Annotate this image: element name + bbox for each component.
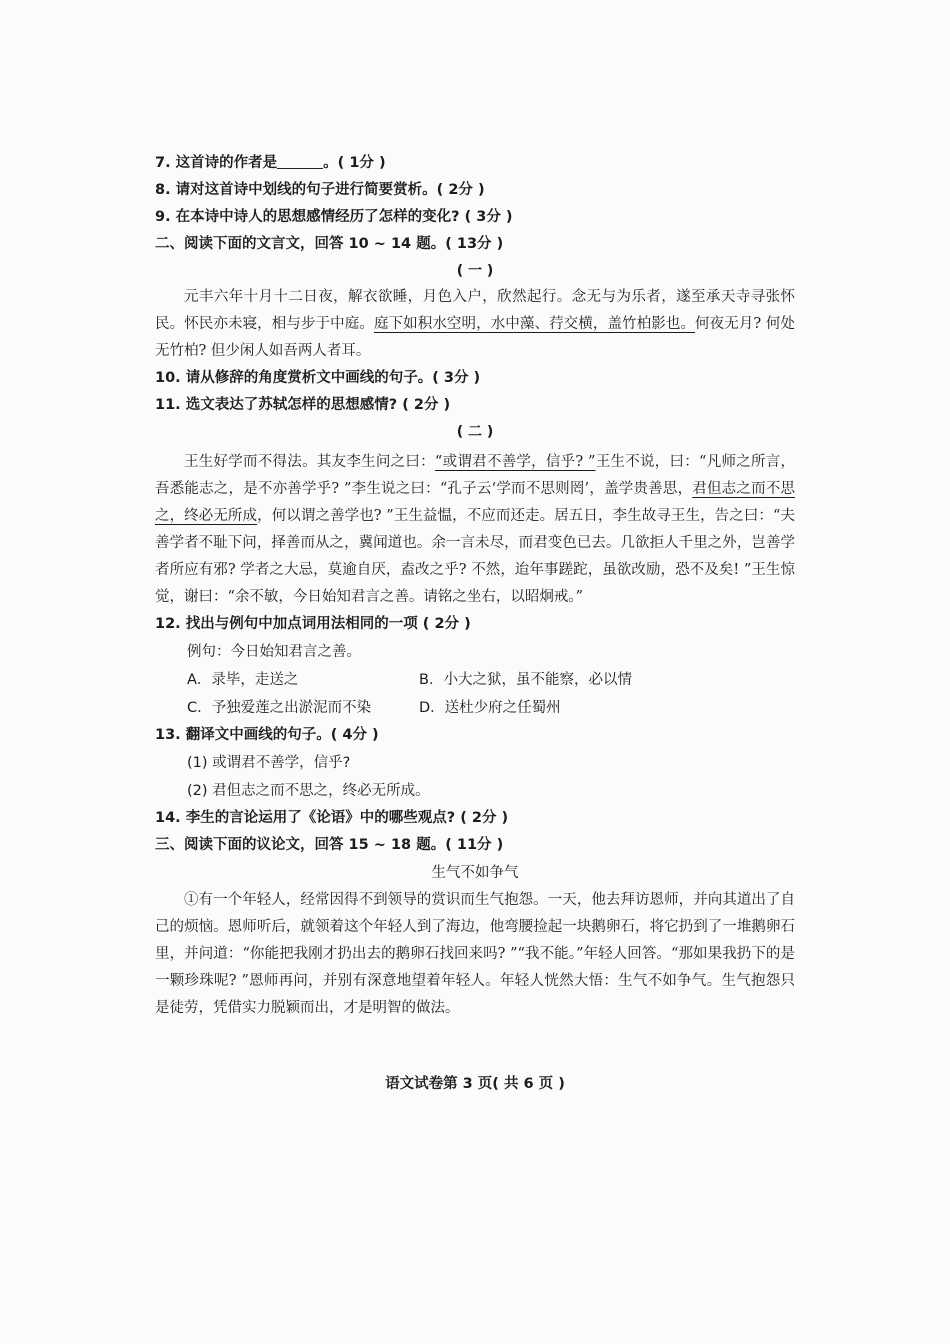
passage-2-heading: ( 二 ) bbox=[456, 424, 494, 440]
essay-paragraph-1: ①有一个年轻人，经常因得不到领导的赏识而生气抱怨。一天，他去拜访恩师，并向其道出了自己的烦恼。恩师听后，就领着这个年轻人到了海边，他弯腰捡起一块鹅卵石，将它扔到了一堆鹅卵石里，并问道：“你能把我刚才扔出去的鹅卵石找回来吗? ”“我不能。”年轻人回答。“那如果我扔下的是一颗珍珠呢? ”恩师再问，并别有深意地望着年轻人。年轻人恍然大悟：生气不如争气。生气抱怨只是徒劳，凭借实力脱颖而出，才是明智的做法。 bbox=[155, 892, 795, 1016]
underlined-sentence-2: 君但志之而不思之，终必无所成 bbox=[155, 481, 795, 524]
question-8: 8. 请对这首诗中划线的句子进行简要赏析。( 2分 ) bbox=[155, 182, 485, 198]
question-13: 13. 翻译文中画线的句子。( 4分 ) bbox=[155, 727, 379, 743]
example-sentence: 例句：今日始知君言之善。 bbox=[187, 644, 361, 660]
question-14: 14. 李生的言论运用了《论语》中的哪些观点? ( 2分 ) bbox=[155, 810, 509, 826]
section-3-heading: 三、阅读下面的议论文，回答 15 ~ 18 题。( 11分 ) bbox=[155, 837, 504, 853]
option-b: B．小大之狱，虽不能察，必以情 bbox=[419, 672, 632, 688]
options bbox=[155, 666, 795, 722]
underlined-sentence: 庭下如积水空明，水中藻、荇交横，盖竹柏影也。 bbox=[373, 316, 696, 332]
question-12: 12. 找出与例句中加点词用法相同的一项 ( 2分 ) bbox=[155, 616, 471, 632]
page-footer: 语文试卷第 3 页( 共 6 页 ) bbox=[385, 1076, 565, 1092]
question-13-1: (1) 或谓君不善学，信乎? bbox=[187, 755, 351, 771]
question-10: 10. 请从修辞的角度赏析文中画线的句子。( 3分 ) bbox=[155, 370, 481, 386]
option-d: D．送杜少府之任蜀州 bbox=[419, 700, 561, 716]
essay-title: 生气不如争气 bbox=[431, 865, 519, 881]
option-a: A．录毕，走送之 bbox=[187, 672, 299, 688]
passage-2: 王生好学而不得法。其友李生问之曰：“或谓君不善学，信乎? ”王生不说，曰：“凡师之所言，吾悉能志之，是不亦善学乎? ”李生说之曰：“孔子云‘学而不思则罔’，盖学贵善思，君但志之而不思之，终必无所成，何以谓之善学也? ”王生益愠，不应而还走。居五日，李生故寻王生，告之曰：“夫善学者不耻下问，择善而从之，冀闻道也。余一言未尽，而君变色已去。几欲拒人千里之外，岂善学者所应有邪? 学者之大忌，莫逾自厌，盍改之乎? 不然，迨年事蹉跎，虽欲改励，恐不及矣! ”王生惊觉，谢曰：“余不敏，今日始知君言之善。请铭之坐右，以昭炯戒。” bbox=[155, 454, 796, 605]
question-11: 11. 选文表达了苏轼怎样的思想感情? ( 2分 ) bbox=[155, 397, 451, 413]
exam-page bbox=[155, 150, 795, 1022]
answer-blank[interactable] bbox=[277, 154, 323, 169]
passage-1: 元丰六年十月十二日夜，解衣欲睡，月色入户，欣然起行。念无与为乐者，遂至承天寺寻张怀民。怀民亦未寝，相与步于中庭。庭下如积水空明，水中藻、荇交横，盖竹柏影也。何夜无月? 何处无竹柏? 但少闲人如吾两人者耳。 bbox=[155, 289, 796, 359]
question-9: 9. 在本诗中诗人的思想感情经历了怎样的变化? ( 3分 ) bbox=[155, 209, 513, 225]
passage-1-heading: ( 一 ) bbox=[456, 263, 494, 279]
question-13-2: (2) 君但志之而不思之，终必无所成。 bbox=[187, 783, 430, 799]
underlined-sentence-1: “或谓君不善学，信乎? ” bbox=[434, 454, 596, 470]
section-2-heading: 二、阅读下面的文言文，回答 10 ~ 14 题。( 13分 ) bbox=[155, 236, 504, 252]
question-7: 7. 这首诗的作者是 。( 1分 ) bbox=[155, 155, 386, 171]
option-c: C．予独爱莲之出淤泥而不染 bbox=[187, 700, 372, 716]
